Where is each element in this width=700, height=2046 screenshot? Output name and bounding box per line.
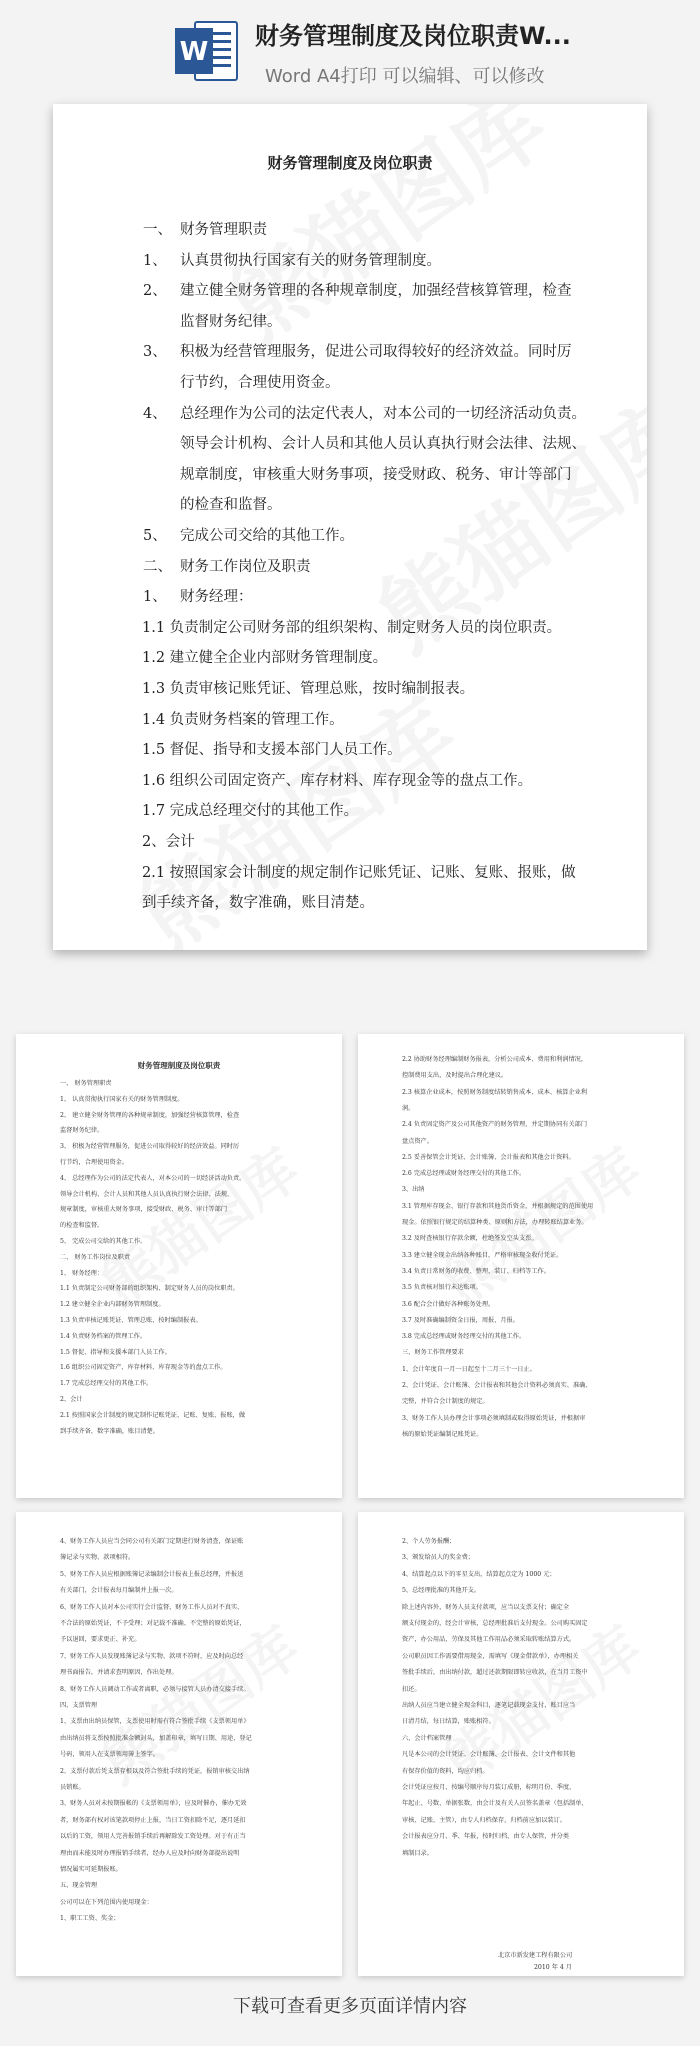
thumbnail-line: 1.5 督促、指导和支援本部门人员工作。 [60,1348,171,1356]
thumbnail-line: 4、 总经理作为公司的法定代表人，对本公司的一切经济活动负责。 [60,1174,246,1182]
more-pages-link[interactable]: 下载可查看更多页面详情内容 [233,1996,467,2017]
thumbnail-line: 理由而未能及时办理报销手续者，经办人应及时向财务部提出说明 [60,1849,240,1857]
thumbnail-line: 签批手续后，由出纳付款，超过还款期限即转应收款，在当月工资中 [402,1669,588,1677]
line-text: 认真贯彻执行国家有关的财务管理制度。 [180,252,441,269]
thumbnail-line: 年起止、号数、单据张数，由会计及有关人员签名盖章（包括制单、 [402,1800,588,1808]
thumbnail-line: 填制目录。 [402,1849,433,1857]
thumbnail-line: 完整，并符合会计制度的规定。 [402,1398,489,1406]
thumbnail-line: 除上述内容外，财务人员支付款项，应当以支票支付；确定全 [402,1603,570,1611]
thumbnail-line: 2.4 负责固定资产及公司其他资产的财务管理，并定期协同有关部门 [402,1121,588,1129]
thumbnail-line: 3、 积极为经营管理服务，促进公司取得较好的经济效益。同时厉 [60,1143,240,1151]
thumbnail-line: 1、 认真贯彻执行国家有关的财务管理制度。 [60,1095,184,1103]
thumbnail-line: 1.2 建立健全企业内部财务管理制度。 [60,1301,165,1309]
line-text: 2、会计 [142,834,195,850]
line-text: 2.1 按照国家会计制度的规定制作记账凭证、记账、复账、报账，做 [142,864,576,881]
thumbnail-line: 四、支票管理 [60,1702,98,1709]
thumbnail-line: 1.6 组织公司固定资产、库存材料、库存现金等的盘点工作。 [60,1364,227,1372]
line-text: 财务工作岗位及职责 [180,558,311,575]
thumbnail-line: 2、支票付款后凭支票存根以及符合签批手续的凭证，报销审核交出纳 [60,1767,250,1775]
thumbnail-line: 资产，办公用品，劳保及其他工作用品必须采取转账结算方式。 [402,1636,576,1644]
document-subtitle: Word A4打印 可以编辑、可以修改 [265,66,545,87]
thumbnail-line: 到手续齐备，数字准确，账目清楚。 [60,1427,159,1435]
thumbnail-line: 盘点资产。 [402,1137,433,1145]
thumbnail-line: 有关部门，会计报表每月编制并上报一次。 [60,1587,178,1595]
thumbnail-line: 2、 建立健全财务管理的各种规章制度，加强经营核算管理，检查 [60,1111,240,1119]
thumbnail-line: 2、个人劳务报酬； [402,1538,456,1545]
svg-text:W: W [179,37,209,67]
line-text: 总经理作为公司的法定代表人，对本公司的一切经济活动负责。 [180,405,586,422]
line-text: 规章制度，审核重大财务事项，接受财政、税务、审计等部门 [180,466,572,483]
thumbnail-line: 现金。依照银行规定的结算种类、原则和方法，办理转账结算业务。 [402,1219,588,1226]
line-text: 1.4 负责财务档案的管理工作。 [142,711,344,728]
thumbnail-line: 2、会计凭证、会计账簿、会计报表和其他会计资料必须真实、准确、 [402,1382,592,1389]
document-title: 财务管理制度及岗位职责W... [255,22,571,50]
line-text: 行节约，合理使用资金。 [180,375,340,391]
thumbnail-line: 5、 完成公司交给的其他工作。 [60,1238,147,1245]
thumbnail-line: 3.5 负责核对银行未达账项。 [402,1284,482,1292]
thumbnail-line: 1、会计年度自一月一日起至十二月三十一日止。 [402,1365,536,1373]
thumbnail-line: 5、总经理批准的其他开支。 [402,1587,481,1595]
thumbnail-line: 出纳人员应当建立健全现金科目，逐笔记载现金支付，账目应当 [402,1702,576,1709]
list-marker: 1、 [143,252,167,269]
thumbnail-line: 3、颁发给员人的奖金费； [402,1554,474,1562]
thumbnail-line: 控制费用支出，及时提出合理化建议。 [402,1072,508,1080]
line-text: 1.2 建立健全企业内部财务管理制度。 [142,650,388,667]
list-marker: 5、 [143,528,167,544]
thumbnail-line: 2.5 妥善保管会计凭证、会计账簿、会计报表和其他会计资料。 [402,1153,575,1161]
thumbnail-line: 1、职工工资、奖金； [60,1915,120,1923]
line-text: 1.3 负责审核记账凭证、管理总账，按时编制报表。 [142,681,475,697]
line-text: 1.7 完成总经理交付的其他工作。 [142,803,359,820]
thumbnail-line: 监督财务纪律。 [60,1127,104,1135]
thumbnail-line: 1、支票由出纳员保管，支票使用时需有符合签批手续《支票领用单》 [60,1718,250,1726]
thumbnail-line: 5、财务工作人员应根据账簿记录编制会计报表上报总经理，并报送 [60,1570,244,1578]
line-text: 监督财务纪律。 [180,313,282,330]
document-date: 2010 年 4 月 [534,1964,572,1971]
line-text: 到手续齐备，数字准确，账目清楚。 [142,895,374,912]
thumbnail-line: 行节约，合理使用资金。 [60,1159,129,1166]
thumbnail-line: 号码，领用人在支票领用簿上签字。 [60,1751,159,1759]
main-page-preview [53,104,647,950]
thumbnail-line: 3、财务工作人员办理会计事项必须填制或取得原始凭证，并根据审 [402,1414,586,1422]
thumbnail-line: 3、出纳 [402,1186,425,1194]
thumbnail-line: 8、财务工作人员调动工作或者离职，必须与接管人员办清交接手续。 [60,1685,250,1693]
thumbnail-line: 三、财务工作管理要求 [402,1349,464,1357]
thumbnail-line: 2.1 按照国家会计制度的规定制作记账凭证、记账、复账、报账，做 [60,1411,246,1419]
thumbnail-line: 3.4 负责日常财务的收费、整理、装订、归档等工作。 [402,1267,550,1275]
thumbnail-line: 者，财务部有权对该笔款项停止上报，当日工资扣除不足，逐月延扣 [60,1816,246,1824]
thumbnail-line: 由出纳员将支票按照批准金额封头，加盖印章，填写日期、用途、登记 [60,1734,252,1742]
line-text: 1.6 组织公司固定资产、库存材料、库存现金等的盘点工作。 [142,772,533,789]
thumbnail-line: 2.3 核算企业成本，按照财务制度结转销售成本、成本、核算企业利 [402,1088,588,1096]
thumbnail-line: 3.3 建立健全现金出纳各种账目，严格审核现金收付凭证。 [402,1251,563,1259]
thumbnail-line: 簿记录与实物、款项相符。 [60,1554,135,1562]
thumbnail-line: 五、现金管理 [60,1882,98,1890]
thumbnail-title: 财务管理制度及岗位职责 [137,1061,221,1070]
thumbnail-line: 公司职员因工作需要借用现金，需填写《现金借款单》，办理相关 [402,1652,579,1660]
thumbnail-page-4[interactable] [358,1512,684,1976]
thumbnail-line: 额支付现金的，经会计审核，总经理批准后支付现金。公司购买固定 [402,1620,588,1627]
thumbnail-line: 六、会计档案管理 [402,1734,452,1742]
line-text: 领导会计机构、会计人员和其他人员认真执行财会法律、法规、 [180,436,586,453]
thumbnail-line: 公司可以在下列范围内使用现金： [60,1898,153,1906]
thumbnail-line: 1、 财务经理： [60,1269,104,1277]
thumbnail-line: 2、会计 [60,1396,83,1403]
line-text: 1.5 督促、指导和支援本部门人员工作。 [142,742,402,759]
thumbnail-line: 6、财务工作人员对本公司实行会计监督，财务工作人员对不真实、 [60,1603,244,1611]
thumbnail-line: 1.1 负责制定公司财务部的组织架构、制定财务人员的岗位职责。 [60,1285,239,1293]
thumbnail-line: 3.8 完成总经理或财务经理交付的其他工作。 [402,1333,526,1341]
thumbnail-line: 规章制度，审核重大财务事项，接受财政、税务、审计等部门 [60,1206,228,1214]
thumbnail-line: 2.2 协助财务经理编制财务报表，分析公司成本、费用和利润情况， [402,1056,588,1063]
thumbnail-line: 会计报表应分月、季、年报，按时归档，由专人保管，并分类 [402,1833,570,1841]
thumbnail-line: 领导会计机构、会计人员和其他人员认真执行财会法律、法规、 [60,1190,234,1198]
thumbnail-line: 7、财务工作人员发现账簿记录与实物、款项不符时，应及时向总经 [60,1652,244,1660]
thumbnail-line: 理书面报告，并请求查明原因，作出处理。 [60,1669,178,1677]
thumbnail-line: 二、 财务工作岗位及职责 [60,1253,131,1261]
thumbnail-line: 员销账。 [60,1784,85,1791]
thumbnail-line: 4、结算起点以下的零星支出，结算起点定为 1000 元； [402,1570,556,1578]
thumbnail-line: 1.7 完成总经理交付的其他工作。 [60,1380,153,1388]
thumbnail-line: 4、财务工作人员应当会同公司有关部门定期进行财务清查，保证账 [60,1538,244,1545]
thumbnail-line: 3.6 配合会计做好各种账务处理。 [402,1300,495,1308]
list-marker: 4、 [143,405,167,422]
line-text: 财务经理： [180,589,253,606]
thumbnail-line: 有保存价值的资料，均应归档。 [402,1767,489,1775]
thumbnail-line: 1.3 负责审核记账凭证、管理总账，按时编制报表。 [60,1317,202,1324]
thumbnail-line: 2.6 完成总经理或财务经理交付的其他工作。 [402,1170,526,1178]
line-text: 财务管理职责 [180,222,267,238]
line-text: 建立健全财务管理的各种规章制度，加强经营核算管理，检查 [180,283,572,300]
list-marker: 一、 [143,222,172,238]
thumbnail-page-2[interactable] [358,1034,684,1498]
list-marker: 二、 [143,558,172,575]
thumbnail-line: 3.1 管理库存现金、银行存款和其他货币资金，并根据规定的范围使用 [402,1202,594,1210]
thumbnail-line: 日清月结，每日结算，账账相符。 [402,1718,495,1726]
word-icon [173,18,239,84]
thumbnail-line: 3.2 及时查核银行存款余额，杜绝签发空头支票。 [402,1235,538,1243]
line-text: 1.1 负责制定公司财务部的组织架构、制定财务人员的岗位职责。 [142,619,562,636]
thumbnail-line: 审核、记账、主管），由专人归档保存，归档前应加以装订。 [402,1816,566,1824]
thumbnail-line: 润。 [402,1104,415,1112]
thumbnail-line: 3.7 及时准确编制资金日报，周报，月报。 [402,1316,519,1324]
thumbnail-line: 予以退回，要求更正、补充。 [60,1636,141,1644]
thumbnail-line: 情况属实可延期报账。 [60,1866,122,1873]
list-marker: 1、 [143,589,167,606]
thumbnail-line: 1.4 负责财务档案的管理工作。 [60,1332,147,1340]
line-text: 完成公司交给的其他工作。 [180,528,354,544]
thumbnail-line: 3、财务人员对未按期报帐的《支票领用单》，应及时催办，催办无效 [60,1800,247,1808]
list-marker: 3、 [143,344,167,361]
list-marker: 2、 [143,283,167,300]
thumbnail-line: 以后的工资，领用人完善报销手续后再解除发工资处理。对于有正当 [60,1833,246,1841]
thumbnail-page-3[interactable] [16,1512,342,1976]
thumbnail-page-1[interactable] [16,1034,342,1498]
company-name: 北京市新发建工程有限公司 [498,1952,573,1959]
page-title: 财务管理制度及岗位职责 [267,154,433,172]
thumbnail-line: 核的原始凭证编制记账凭证。 [402,1430,483,1438]
thumbnail-line: 一、 财务管理职责 [60,1080,112,1087]
thumbnail-line: 的检查和监督。 [60,1222,104,1230]
header [0,0,700,95]
line-text: 的检查和监督。 [180,497,282,514]
line-text: 积极为经营管理服务，促进公司取得较好的经济效益。同时厉 [180,344,572,361]
thumbnail-line: 会计凭证应按月、按编号顺序每月装订成册，标明月份、季度、 [402,1784,576,1791]
thumbnail-line: 凡是本公司的会计凭证、会计账簿、会计报表、会计文件和其他 [402,1751,576,1759]
thumbnail-line: 不合法的原始凭证，不予受理；对记载不准确、不完整的原始凭证， [60,1620,246,1627]
thumbnail-line: 扣还。 [402,1685,421,1693]
